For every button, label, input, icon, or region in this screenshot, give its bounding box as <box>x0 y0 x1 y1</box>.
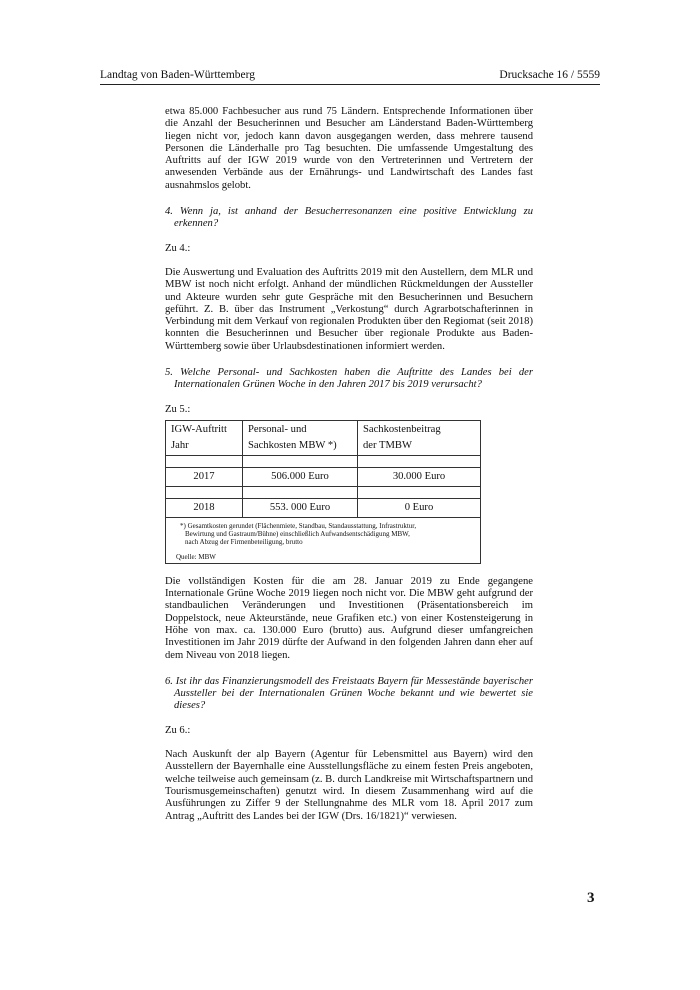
page-number: 3 <box>587 890 595 906</box>
answer-6-heading: Zu 6.: <box>165 724 191 736</box>
table-row <box>166 498 481 517</box>
row-2018-material: 0 Euro <box>358 498 481 517</box>
page-header <box>100 69 600 85</box>
row-2017-material: 30.000 Euro <box>358 467 481 486</box>
header-year: IGW-Auftritt Jahr <box>166 420 243 455</box>
table-header-row <box>166 420 481 455</box>
table-row <box>166 467 481 486</box>
table-spacer-row <box>166 486 481 498</box>
answer-4-heading: Zu 4.: <box>165 242 191 254</box>
document-body <box>165 106 533 823</box>
question-6: 6. Ist ihr das Finanzierungsmodell des Freistaats Bayern für Messestände bayerischer Aussteller bei der Internationalen Grünen Woche bekannt und wie bewertet sie dieses? <box>165 675 533 712</box>
question-5: 5. Welche Personal- und Sachkosten haben die Auftritte des Landes bei der Internationalen Grünen Woche in den Jahren 2017 bis 2019 verursacht? <box>165 367 533 391</box>
row-2017-year: 2017 <box>166 467 243 486</box>
answer-6-text: Nach Auskunft der alp Bayern (Agentur für Lebensmittel aus Bayern) wird den Ausstellern der Bayernhalle eine Ausstellungsfläche zu einem festen Preis angeboten, welche teilweise auch gemeinsam (z. B. durch Landkreise mit Wirtschaftspartnern und Tourismusgemeinschaften) genutzt wird. In diesem Zusammenhang wird auf die Ausführungen zu Ziffer 9 der Stellungnahme des MLR vom 18. April 2017 zum Antrag „Auftritt des Landes bei der IGW (Drs. 16/1821)“ verwiesen. <box>165 749 533 822</box>
intro-paragraph: etwa 85.000 Fachbesucher aus rund 75 Ländern. Entsprechende Informationen über die Anzahl der Besucherinnen und Besucher am Länderstand Baden-Württemberg liegen nicht vor, jedoch kann davon ausgegangen werden, dass mehrere tausend Personen die Länderhalle pro Tag besuchten. Die umfassende Umgestaltung des Auftritts auf der IGW 2019 wurde von den Vertreterinnen und Vertretern der anwesenden Verbände aus der Ernährungs- und Landwirtschaft des Landes fast ausnahmslos gelobt. <box>165 106 533 191</box>
row-2018-year: 2018 <box>166 498 243 517</box>
row-2018-personal: 553. 000 Euro <box>243 498 358 517</box>
table-spacer-row <box>166 455 481 467</box>
table-source: Quelle: MBW <box>176 552 216 561</box>
answer-5-text: Die vollständigen Kosten für die am 28. Januar 2019 zu Ende gegangene Internationale Grüne Woche 2019 liegen noch nicht vor. Die MBW geht aufgrund der standbaulichen Veränderungen und Investitionen (Präsentationsbereich im Doppelstock, neue Akteurstände, neue Grafiken etc.) von einer Kostensteigerung in Höhe von max. ca. 130.000 Euro (brutto) aus. Aufgrund dieser umfangreichen Investitionen im Jahr 2019 dürfte der Aufwand in den folgenden Jahren dann eher auf dem Niveau von 2018 liegen. <box>165 575 533 661</box>
header-document-number: Drucksache 16 / 5559 <box>499 69 600 81</box>
table-footnote: *) Gesamtkosten gerundet (Flächenmiete, Standbau, Standausstattung, Infrastruktur, Bewirtung und Gastraum/Bühne) einschließlich Aufwandsentschädigung MBW, nach Abzug der Firmenbeteiligung, brutto Quelle: MBW <box>166 517 481 563</box>
header-personal-costs: Personal- und Sachkosten MBW *) <box>243 420 358 455</box>
header-material-costs: Sachkostenbeitrag der TMBW <box>358 420 481 455</box>
cost-table <box>165 420 481 564</box>
question-4: 4. Wenn ja, ist anhand der Besucherresonanzen eine positive Entwicklung zu erkennen? <box>165 206 533 230</box>
header-parliament: Landtag von Baden-Württemberg <box>100 69 255 81</box>
row-2017-personal: 506.000 Euro <box>243 467 358 486</box>
answer-5-heading: Zu 5.: <box>165 403 191 415</box>
answer-4-text: Die Auswertung und Evaluation des Auftritts 2019 mit den Austellern, dem MLR und MBW ist noch nicht erfolgt. Anhand der mündlichen Rückmeldungen der Aussteller und Akteure wurden sehr gute Gespräche mit den Besucherinnen und Besuchern geführt. Z. B. über das Instrument „Verkostung“ durch Agrarbotschafterinnen in Verbindung mit dem Verkauf von regionalen Produkten über den Regiomat (seit 2018) konnten die Besucherinnen und Besucher über regionale Produkte aus Baden-Württemberg sowie über Urlaubsdestinationen informiert werden. <box>165 266 533 352</box>
table-footnote-row <box>166 517 481 563</box>
